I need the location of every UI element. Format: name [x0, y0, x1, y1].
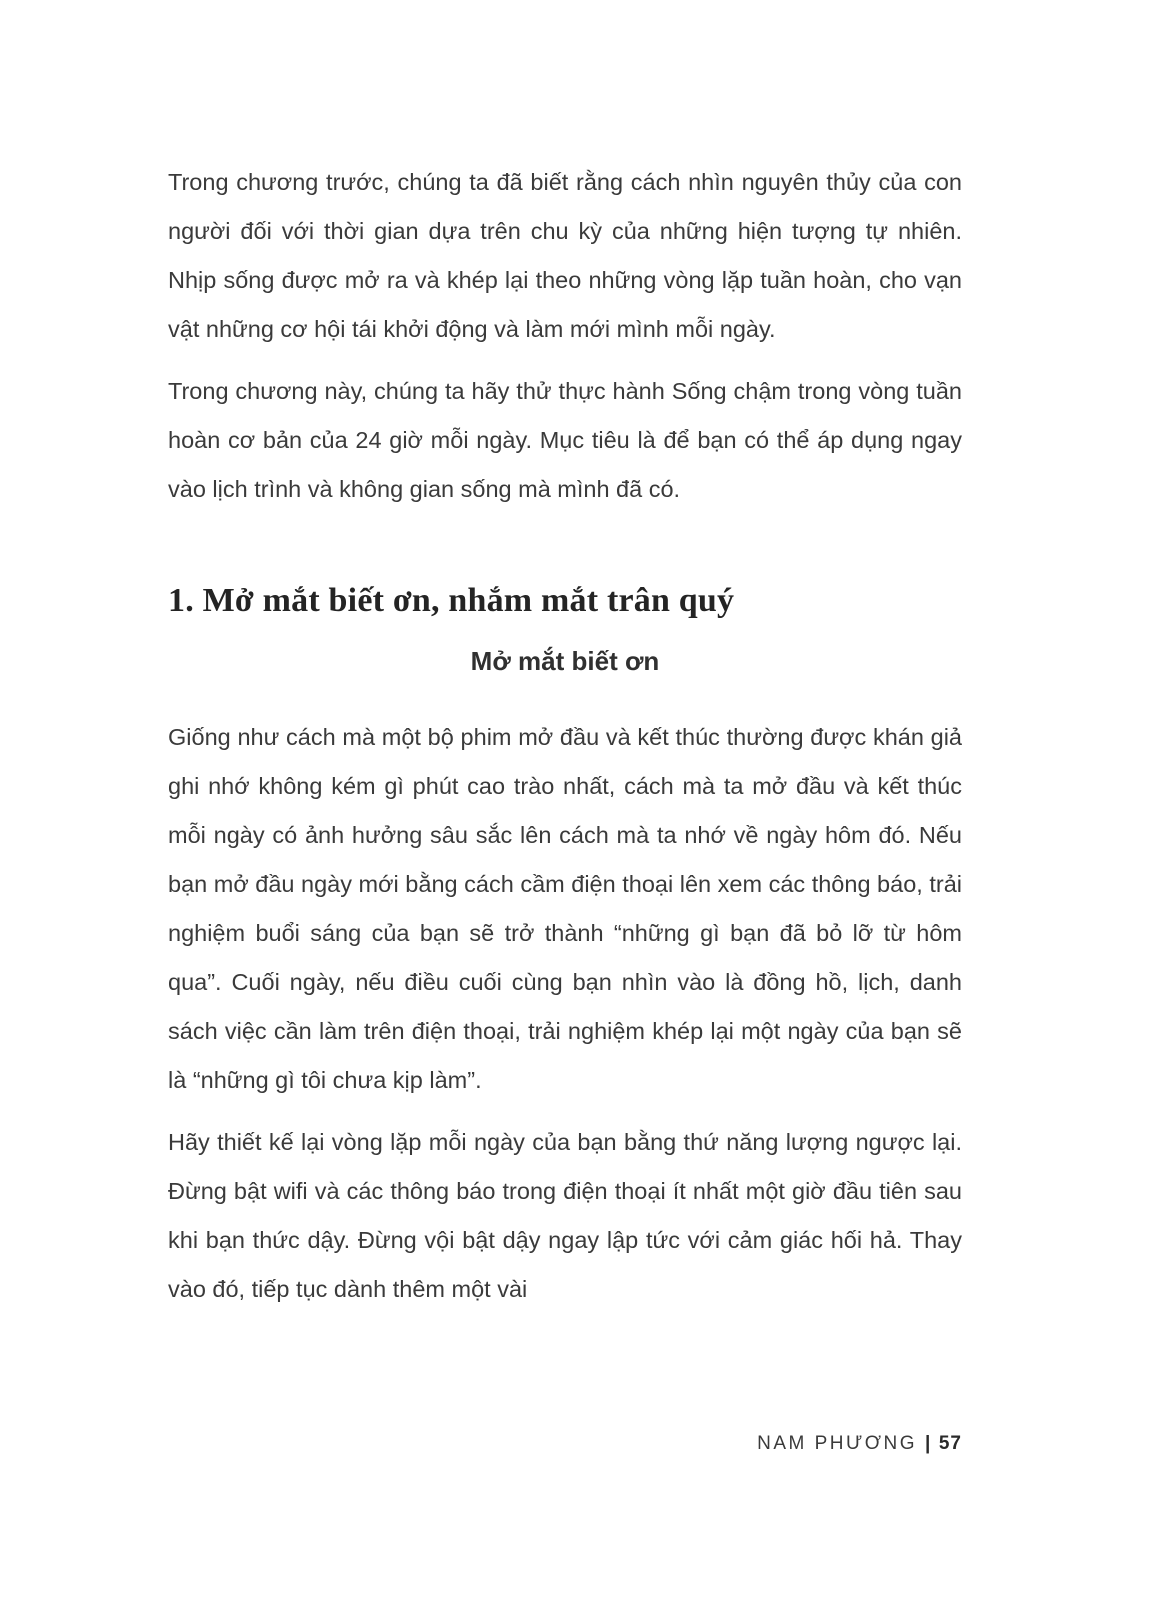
- author-name: NAM PHƯƠNG: [757, 1433, 918, 1454]
- paragraph-2: Trong chương này, chúng ta hãy thử thực hành Sống chậm trong vòng tuần hoàn cơ bản của 24 giờ mỗi ngày. Mục tiêu là để bạn có thể áp dụng ngay vào lịch trình và không gian sống mà mình đã có.: [168, 378, 962, 502]
- paragraph-1: Trong chương trước, chúng ta đã biết rằng cách nhìn nguyên thủy của con người đối với thời gian dựa trên chu kỳ của những hiện tượng tự nhiên. Nhịp sống được mở ra và khép lại theo những vòng lặp tuần hoàn, cho vạn vật những cơ hội tái khởi động và làm mới mình mỗi ngày.: [168, 169, 962, 342]
- section-heading: 1. Mở mắt biết ơn, nhắm mắt trân quý: [168, 582, 735, 619]
- paragraph-3: Giống như cách mà một bộ phim mở đầu và kết thúc thường được khán giả ghi nhớ không kém gì phút cao trào nhất, cách mà ta mở đầu và kết thúc mỗi ngày có ảnh hưởng sâu sắc lên cách mà ta nhớ về ngày hôm đó. Nếu bạn mở đầu ngày mới bằng cách cầm điện thoại lên xem các thông báo, trải nghiệm buổi sáng của bạn sẽ trở thành “những gì bạn đã bỏ lỡ từ hôm qua”. Cuối ngày, nếu điều cuối cùng bạn nhìn vào là đồng hồ, lịch, danh sách việc cần làm trên điện thoại, trải nghiệm khép lại một ngày của bạn sẽ là “những gì tôi chưa kịp làm”.: [168, 724, 962, 1093]
- page-content: [168, 158, 962, 1327]
- page-number: 57: [938, 1433, 962, 1454]
- subsection-heading: Mở mắt biết ơn: [470, 646, 660, 676]
- page-footer: [757, 1433, 962, 1455]
- paragraph-4: Hãy thiết kế lại vòng lặp mỗi ngày của bạn bằng thứ năng lượng ngược lại. Đừng bật wifi và các thông báo trong điện thoại ít nhất một giờ đầu tiên sau khi bạn thức dậy. Đừng vội bật dậy ngay lập tức với cảm giác hối hả. Thay vào đó, tiếp tục dành thêm một vài: [168, 1129, 962, 1302]
- footer-separator: |: [925, 1433, 933, 1454]
